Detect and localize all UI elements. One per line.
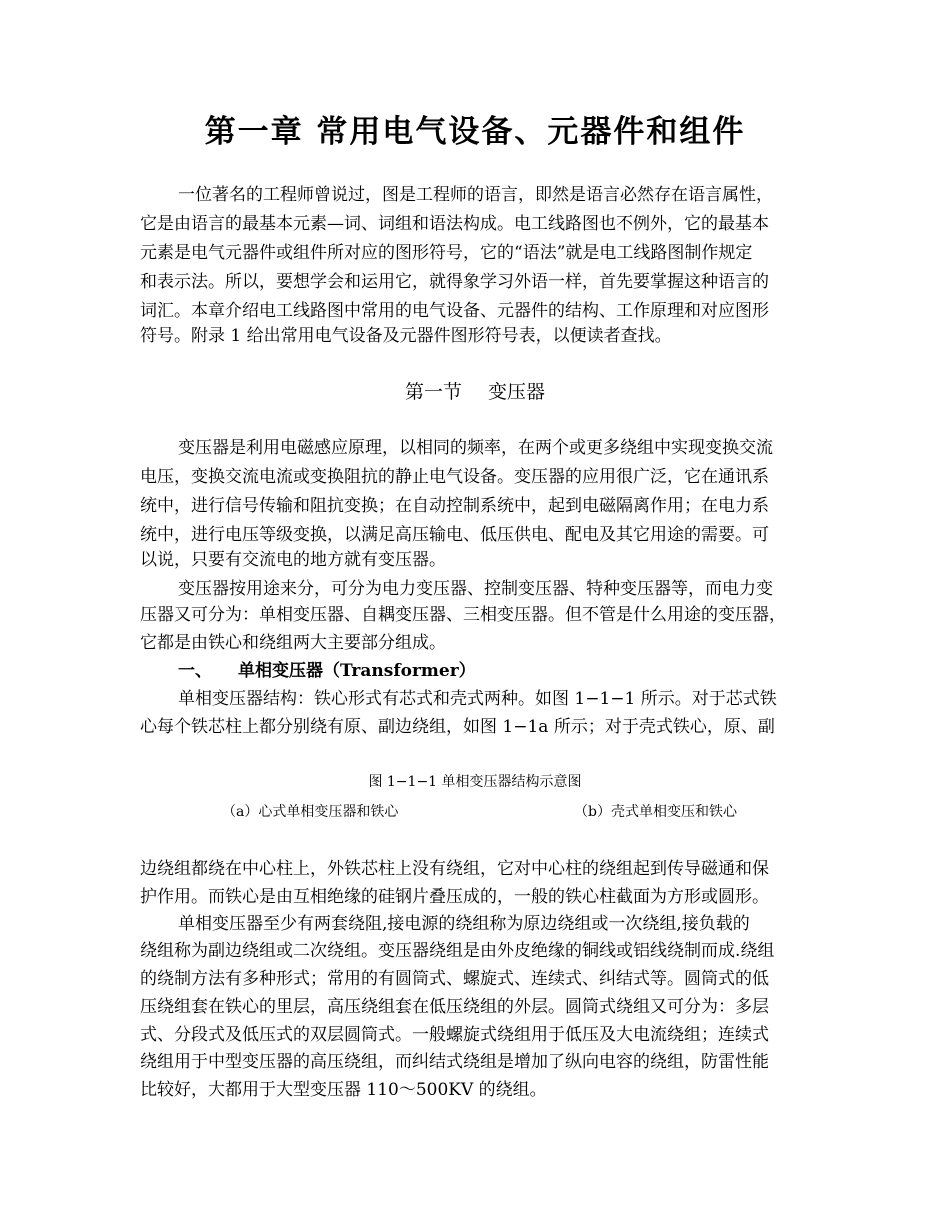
paragraph-line: 统中，进行电压等级变换，以满足高压输电、低压供电、配电及其它用途的需要。可 bbox=[140, 525, 769, 545]
intro-line: 符号。附录 1 给出常用电气设备及元器件图形符号表，以便读者查找。 bbox=[140, 326, 672, 346]
paragraph-line: 它都是由铁心和绕组两大主要部分组成。 bbox=[140, 633, 446, 653]
paragraph-line: 电压，变换交流电流或变换阻抗的静止电气设备。变压器的应用很广泛，它在通讯系 bbox=[140, 467, 769, 487]
intro-line: 它是由语言的最基本元素—词、词组和语法构成。电工线路图也不例外，它的最基本 bbox=[140, 214, 769, 234]
paragraph-line: 压器又可分为：单相变压器、自耦变压器、三相变压器。但不管是什么用途的变压器， bbox=[140, 605, 786, 625]
paragraph-line: 统中，进行信号传输和阻抗变换；在自动控制系统中，起到电磁隔离作用；在电力系 bbox=[140, 496, 769, 516]
figure-caption: 图 1−1−1 单相变压器结构示意图 bbox=[368, 774, 582, 790]
paragraph-line: 护作用。而铁心是由互相绝缘的硅钢片叠压成的，一般的铁心柱截面为方形或圆形。 bbox=[140, 887, 769, 907]
subsection-title: 单相变压器（Transformer） bbox=[238, 661, 476, 681]
subsection-heading bbox=[178, 659, 476, 683]
paragraph-line: 绕组称为副边绕组或二次绕组。变压器绕组是由外皮绝缘的铜线或铝线绕制而成.绕组 bbox=[140, 941, 775, 961]
section-title bbox=[0, 378, 950, 406]
paragraph-line: 心每个铁芯柱上都分别绕有原、副边绕组，如图 1−1a 所示；对于壳式铁心，原、副 bbox=[140, 717, 775, 737]
paragraph-line: 式、分段式及低压式的双层圆筒式。一般螺旋式绕组用于低压及大电流绕组；连续式 bbox=[140, 1025, 769, 1045]
figure-subcaption-b: （b）壳式单相变压和铁心 bbox=[574, 804, 737, 820]
intro-line: 一位著名的工程师曾说过，图是工程师的语言，即然是语言必然存在语言属性， bbox=[178, 185, 773, 205]
paragraph-line: 变压器是利用电磁感应原理，以相同的频率，在两个或更多绕组中实现变换交流 bbox=[178, 438, 773, 458]
section-name: 变压器 bbox=[488, 381, 546, 403]
intro-line: 元素是电气元器件或组件所对应的图形符号，它的“语法”就是电工线路图制作规定 bbox=[140, 243, 753, 263]
intro-line: 和表示法。所以，要想学会和运用它，就得象学习外语一样，首先要掌握这种语言的 bbox=[140, 272, 769, 292]
chapter-title: 第一章 常用电气设备、元器件和组件 bbox=[204, 114, 746, 150]
section-number: 第一节 bbox=[404, 381, 462, 403]
paragraph-line: 以说，只要有交流电的地方就有变压器。 bbox=[140, 550, 446, 570]
paragraph-line: 边绕组都绕在中心柱上，外铁芯柱上没有绕组，它对中心柱的绕组起到传导磁通和保 bbox=[140, 859, 769, 879]
paragraph-line: 的绕制方法有多种形式；常用的有圆筒式、螺旋式、连续式、纠结式等。圆筒式的低 bbox=[140, 969, 769, 989]
paragraph-line: 单相变压器至少有两套绕阻,接电源的绕组称为原边绕组或一次绕组,接负载的 bbox=[178, 914, 750, 934]
paragraph-line: 单相变压器结构：铁心形式有芯式和壳式两种。如图 1−1−1 所示。对于芯式铁 bbox=[178, 689, 777, 709]
intro-line: 词汇。本章介绍电工线路图中常用的电气设备、元器件的结构、工作原理和对应图形 bbox=[140, 301, 769, 321]
subsection-number: 一、 bbox=[178, 661, 212, 681]
paragraph-line: 变压器按用途来分，可分为电力变压器、控制变压器、特种变压器等，而电力变 bbox=[178, 579, 773, 599]
paragraph-line: 压绕组套在铁心的里层，高压绕组套在低压绕组的外层。圆筒式绕组又可分为：多层 bbox=[140, 997, 769, 1017]
figure-subcaption-a: （a）心式单相变压器和铁心 bbox=[222, 804, 399, 820]
paragraph-line: 绕组用于中型变压器的高压绕组，而纠结式绕组是增加了纵向电容的绕组，防雷性能 bbox=[140, 1052, 769, 1072]
paragraph-line: 比较好，大都用于大型变压器 110～500KV 的绕组。 bbox=[140, 1080, 547, 1100]
